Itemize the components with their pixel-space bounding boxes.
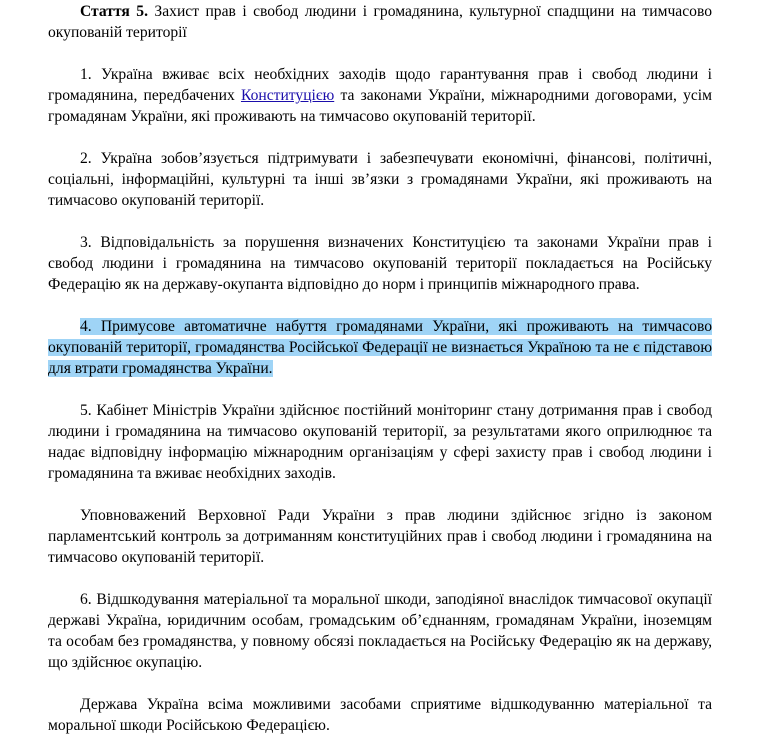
- paragraph-1-text-after: та законами України, міжнародними договорами, усім громадянам України, які проживають на тимчасово окупованій території.: [48, 87, 712, 125]
- paragraph-gap: [48, 127, 712, 148]
- paragraph-gap: [48, 379, 712, 400]
- paragraph-4[interactable]: [48, 316, 712, 379]
- paragraph-2: 2. Україна зобов’язується підтримувати і забезпечувати економічні, фінансові, політичні, соціальні, інформаційні, культурні та інші зв’язки з громадянами України, які проживають на тимчасово окупованій території.: [48, 150, 712, 209]
- selected-text-highlight[interactable]: 4. Примусове автоматичне набуття громадянами України, які проживають на тимчасово окупованій території, громадянства Російської Федерації не визнається Україною та не є підставою для втрати громадянства України.: [48, 318, 712, 377]
- paragraph-6: 6. Відшкодування матеріальної та моральної шкоди, заподіяної внаслідок тимчасової окупації державі Україна, юридичним особам, громадським об’єднанням, громадянам України, іноземцям та особам без громадянства, у повному обсязі покладається на Російську Федерацію як на державу, що здійснює окупацію.: [48, 591, 712, 671]
- paragraph-gap: [48, 673, 712, 694]
- article-heading: [48, 0, 712, 43]
- paragraph-3: 3. Відповідальність за порушення визначених Конституцією та законами України прав і свобод людини і громадянина на тимчасово окупованій території покладається на Російську Федерацію як на державу-окупанта відповідно до норм і принципів міжнародного права.: [48, 234, 712, 293]
- paragraph-gap: [48, 484, 712, 505]
- paragraph-gap: [48, 43, 712, 64]
- paragraph-1-text-before: 1. Україна вживає всіх необхідних заходів щодо гарантування прав і свобод людини і громадянина, передбачених: [48, 66, 712, 104]
- paragraph-gap: [48, 211, 712, 232]
- paragraph-5: 5. Кабінет Міністрів України здійснює постійний моніторинг стану дотримання прав і свобод людини і громадянина на тимчасово окупованій території, за результатами якого оприлюднює та надає відповідну інформацію міжнародним організаціям у сфері захисту прав і свобод людини і громадянина та вживає необхідних заходів.: [48, 402, 712, 482]
- paragraph-6-second: Держава Україна всіма можливими засобами сприятиме відшкодуванню матеріальної та моральної шкоди Російською Федерацією.: [48, 696, 712, 734]
- paragraph-gap: [48, 568, 712, 589]
- paragraph-1: [48, 64, 712, 127]
- constitution-link[interactable]: Конституцією: [240, 87, 335, 104]
- paragraph-5-second: Уповноважений Верховної Ради України з прав людини здійснює згідно із законом парламентський контроль за дотриманням конституційних прав і свобод людини і громадянина на тимчасово окупованій території.: [48, 507, 712, 566]
- article-title: Захист прав і свобод людини і громадянина, культурної спадщини на тимчасово окупованій території: [48, 3, 712, 41]
- article-number: Стаття 5.: [80, 3, 148, 20]
- paragraph-gap: [48, 295, 712, 316]
